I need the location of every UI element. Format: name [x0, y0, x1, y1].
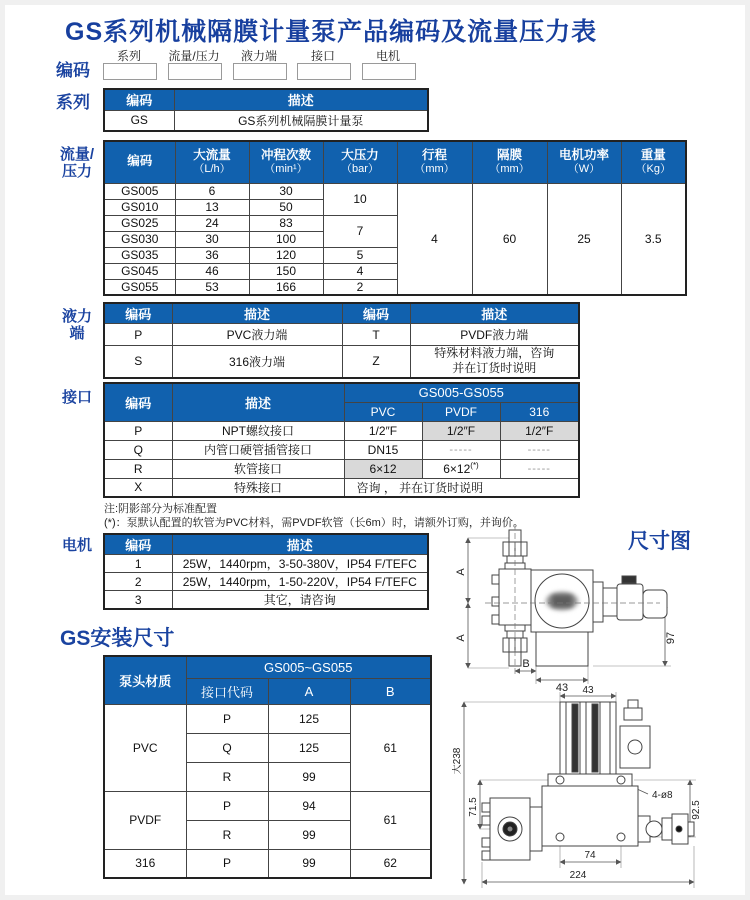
- table-row: [104, 791, 431, 820]
- col-header-group: GS005~GS055: [186, 656, 431, 678]
- cell-code: GS005: [104, 183, 175, 199]
- table-header-row: [104, 656, 431, 678]
- coding-box-flow: [168, 63, 222, 80]
- dim-71-label: 71.5: [468, 797, 479, 817]
- motor-top: [560, 700, 650, 774]
- hydraulic-section-label: 液力 端: [61, 308, 92, 343]
- cell-pvc: DN15: [344, 440, 422, 459]
- cell-code: Z: [342, 346, 410, 378]
- coding-box-port: [297, 63, 351, 80]
- table-row: [104, 591, 428, 610]
- cell-strokes: 150: [249, 263, 323, 279]
- table-row: [104, 459, 579, 478]
- table-row: [104, 704, 431, 733]
- cell-dim-b: 61: [350, 704, 431, 791]
- col-header-dim-a: A: [268, 678, 350, 704]
- col-header-weight: 重量 （Kg）: [621, 141, 686, 183]
- cell-stroke-shared: 4: [397, 183, 472, 295]
- cell-portcode: P: [186, 791, 268, 820]
- col-header-dim-b: B: [350, 678, 431, 704]
- cell-series-desc: GS系列机械隔膜计量泵: [174, 110, 428, 131]
- dim-43-label: 43: [582, 686, 594, 696]
- col-header-desc: 描述: [172, 383, 344, 421]
- cell-desc: 25W，1440rpm，3-50-380V，IP54 F/TEFC: [172, 555, 428, 573]
- cell-material: PVC: [104, 704, 186, 791]
- table-header-row: [104, 303, 579, 324]
- interface-section-label: 接口: [61, 389, 92, 406]
- col-header-stroke: 行程 （mm）: [397, 141, 472, 183]
- coding-box-motor: [362, 63, 416, 80]
- dim-224-label: 224: [569, 870, 587, 881]
- col-header-portcode: 接口代码: [186, 678, 268, 704]
- col-header-code: 编码: [342, 303, 410, 324]
- cell-flow: 46: [175, 263, 249, 279]
- cell-pvdf: 6×12(*): [422, 459, 500, 478]
- cell-code: R: [104, 459, 172, 478]
- cell-code: P: [104, 421, 172, 440]
- cell-code: S: [104, 346, 172, 378]
- cell-weight-shared: 3.5: [621, 183, 686, 295]
- flow-section-label: 流量/ 压力: [59, 146, 95, 181]
- table-row: [104, 440, 579, 459]
- coding-box-liquid: [233, 63, 287, 80]
- cell-desc: 特殊接口: [172, 478, 344, 497]
- cell-portcode: Q: [186, 733, 268, 762]
- table-row: [104, 478, 579, 497]
- cell-flow: 36: [175, 247, 249, 263]
- table-row: [104, 573, 428, 591]
- interface-note-1: 注:阴影部分为标准配置: [104, 503, 218, 515]
- cell-code: 1: [104, 555, 172, 573]
- cell-code: GS035: [104, 247, 175, 263]
- coding-box-series: [103, 63, 157, 80]
- coding-field-label-liquid: 液力端: [240, 49, 277, 63]
- hydraulic-end-table: [103, 302, 580, 379]
- cell-strokes: 50: [249, 199, 323, 215]
- relief-valve-top: [638, 814, 694, 844]
- cell-dim-a: 125: [268, 733, 350, 762]
- cell-portcode: R: [186, 820, 268, 849]
- cell-dim-a: 125: [268, 704, 350, 733]
- coding-field-label-port: 接口: [310, 49, 335, 63]
- coding-field-label-motor: 电机: [375, 49, 400, 63]
- cell-dim-a: 99: [268, 762, 350, 791]
- table-header-row: [104, 89, 428, 110]
- table-header-row: [104, 534, 428, 555]
- cell-dim-b: 62: [350, 849, 431, 878]
- cell-code: P: [104, 324, 172, 346]
- col-header-material: 泵头材质: [104, 656, 186, 704]
- cell-desc: 其它，请咨询: [172, 591, 428, 610]
- col-header-desc: 描述: [172, 534, 428, 555]
- cell-316: 1/2″F: [500, 421, 579, 440]
- pump-head-top: [482, 798, 542, 860]
- cell-code: GS055: [104, 279, 175, 295]
- cell-strokes: 83: [249, 215, 323, 231]
- col-header-code: 编码: [104, 303, 172, 324]
- cell-flow: 53: [175, 279, 249, 295]
- col-header-desc: 描述: [174, 89, 428, 110]
- table-header-row: [104, 141, 686, 183]
- cell-pvc: 6×12: [344, 459, 422, 478]
- col-header-pvdf: PVDF: [422, 402, 500, 421]
- col-header-strokes: 冲程次数 （min¹）: [249, 141, 323, 183]
- cell-code: 2: [104, 573, 172, 591]
- cell-series-code: GS: [104, 110, 174, 131]
- col-header-diaphragm: 隔膜 （mm）: [472, 141, 547, 183]
- cell-code: GS045: [104, 263, 175, 279]
- cell-code: GS030: [104, 231, 175, 247]
- col-header-power: 电机功率 （W）: [547, 141, 621, 183]
- col-header-316: 316: [500, 402, 579, 421]
- install-table: [103, 655, 432, 879]
- table-row: [104, 324, 579, 346]
- cell-pressure: 4: [323, 263, 397, 279]
- cell-portcode: P: [186, 704, 268, 733]
- bolt-holes-label: 4-ø8: [652, 790, 673, 801]
- cell-portcode: R: [186, 762, 268, 791]
- cell-pressure: 5: [323, 247, 397, 263]
- cell-code: X: [104, 478, 172, 497]
- motor-table: [103, 533, 429, 610]
- col-header-maxpressure: 大压力 （bar）: [323, 141, 397, 183]
- col-header-desc: 描述: [172, 303, 342, 324]
- cell-desc: 内管口硬管插管接口: [172, 440, 344, 459]
- pump-body-top: [542, 774, 638, 846]
- cell-strokes: 30: [249, 183, 323, 199]
- col-header-code: 编码: [104, 89, 174, 110]
- cell-material: PVDF: [104, 791, 186, 849]
- valve-assembly: [492, 530, 531, 666]
- cell-flow: 30: [175, 231, 249, 247]
- install-title: GS安装尺寸: [60, 627, 175, 650]
- coding-field-label-flow: 流量/压力: [168, 49, 220, 63]
- cell-power-shared: 25: [547, 183, 621, 295]
- dim-43-label: 43: [555, 682, 569, 692]
- cell-desc: 25W，1440rpm，1-50-220V，IP54 F/TEFC: [172, 573, 428, 591]
- pump-top-view-drawing: [452, 686, 704, 898]
- cell-pressure: 7: [323, 215, 397, 247]
- cell-desc: 软管接口: [172, 459, 344, 478]
- dim-a-top-label: A: [455, 568, 467, 576]
- cell-dim-b: 61: [350, 791, 431, 849]
- coding-field-label-series: 系列: [116, 49, 141, 63]
- page-title: GS系列机械隔膜计量泵产品编码及流量压力表: [65, 18, 598, 46]
- cell-diaphragm-shared: 60: [472, 183, 547, 295]
- cell-dim-a: 99: [268, 820, 350, 849]
- cell-strokes: 120: [249, 247, 323, 263]
- series-section-label: 系列: [56, 93, 90, 112]
- col-header-code: 编码: [104, 141, 175, 183]
- cell-316: -----: [500, 440, 579, 459]
- cell-portcode: P: [186, 849, 268, 878]
- cell-code: GS025: [104, 215, 175, 231]
- table-row: [104, 183, 686, 199]
- col-header-code: 编码: [104, 534, 172, 555]
- table-header-row: [104, 383, 579, 402]
- col-header-maxflow: 大流量 （L/h）: [175, 141, 249, 183]
- cell-pvdf: 1/2″F: [422, 421, 500, 440]
- coding-section-label: 编码: [56, 61, 90, 80]
- cell-pressure: 10: [323, 183, 397, 215]
- cell-dim-a: 99: [268, 849, 350, 878]
- col-header-code: 编码: [104, 383, 172, 421]
- cell-desc: 316液力端: [172, 346, 342, 378]
- cell-316: -----: [500, 459, 579, 478]
- motor-section-label: 电机: [61, 537, 92, 554]
- cell-all: 咨询 ， 并在订货时说明: [344, 478, 579, 497]
- table-row: [104, 421, 579, 440]
- cell-flow: 6: [175, 183, 249, 199]
- cell-desc: NPT螺纹接口: [172, 421, 344, 440]
- cell-flow: 13: [175, 199, 249, 215]
- cell-flow: 24: [175, 215, 249, 231]
- cell-desc: PVC液力端: [172, 324, 342, 346]
- table-row: [104, 555, 428, 573]
- series-table: [103, 88, 429, 132]
- col-header-group: GS005-GS055: [344, 383, 579, 402]
- dim-97-label: 97: [665, 631, 677, 645]
- col-header-desc: 描述: [410, 303, 579, 324]
- cell-material: 316: [104, 849, 186, 878]
- flow-pressure-table: [103, 140, 687, 296]
- cell-dim-a: 94: [268, 791, 350, 820]
- cell-strokes: 100: [249, 231, 323, 247]
- cell-code: T: [342, 324, 410, 346]
- cell-desc: 特殊材料液力端，咨询 并在订货时说明: [410, 346, 579, 378]
- table-row: [104, 849, 431, 878]
- dim-a-bottom-label: A: [455, 634, 467, 642]
- cell-pvdf: -----: [422, 440, 500, 459]
- cell-code: 3: [104, 591, 172, 610]
- table-row: [104, 110, 428, 131]
- cell-code: GS010: [104, 199, 175, 215]
- table-row: [104, 346, 579, 378]
- cell-pvc: 1/2″F: [344, 421, 422, 440]
- dim-b-label: B: [522, 658, 530, 670]
- interface-note-2: (*)：泵默认配置的软管为PVC材料，需PVDF软管（长6m）时，请额外订购，并询价。: [104, 517, 524, 529]
- cell-pressure: 2: [323, 279, 397, 295]
- col-header-pvc: PVC: [344, 402, 422, 421]
- dim-74-label: 74: [584, 850, 596, 861]
- dim-238-label: 大238: [452, 747, 463, 775]
- dim-92-label: 92.5: [691, 800, 702, 820]
- pump-side-view-drawing: [455, 516, 705, 692]
- cell-code: Q: [104, 440, 172, 459]
- cell-desc: PVDF液力端: [410, 324, 579, 346]
- cell-strokes: 166: [249, 279, 323, 295]
- drawing-title: 尺寸图: [628, 530, 691, 553]
- pump-head-and-motor: [531, 570, 667, 666]
- interface-table: [103, 382, 580, 498]
